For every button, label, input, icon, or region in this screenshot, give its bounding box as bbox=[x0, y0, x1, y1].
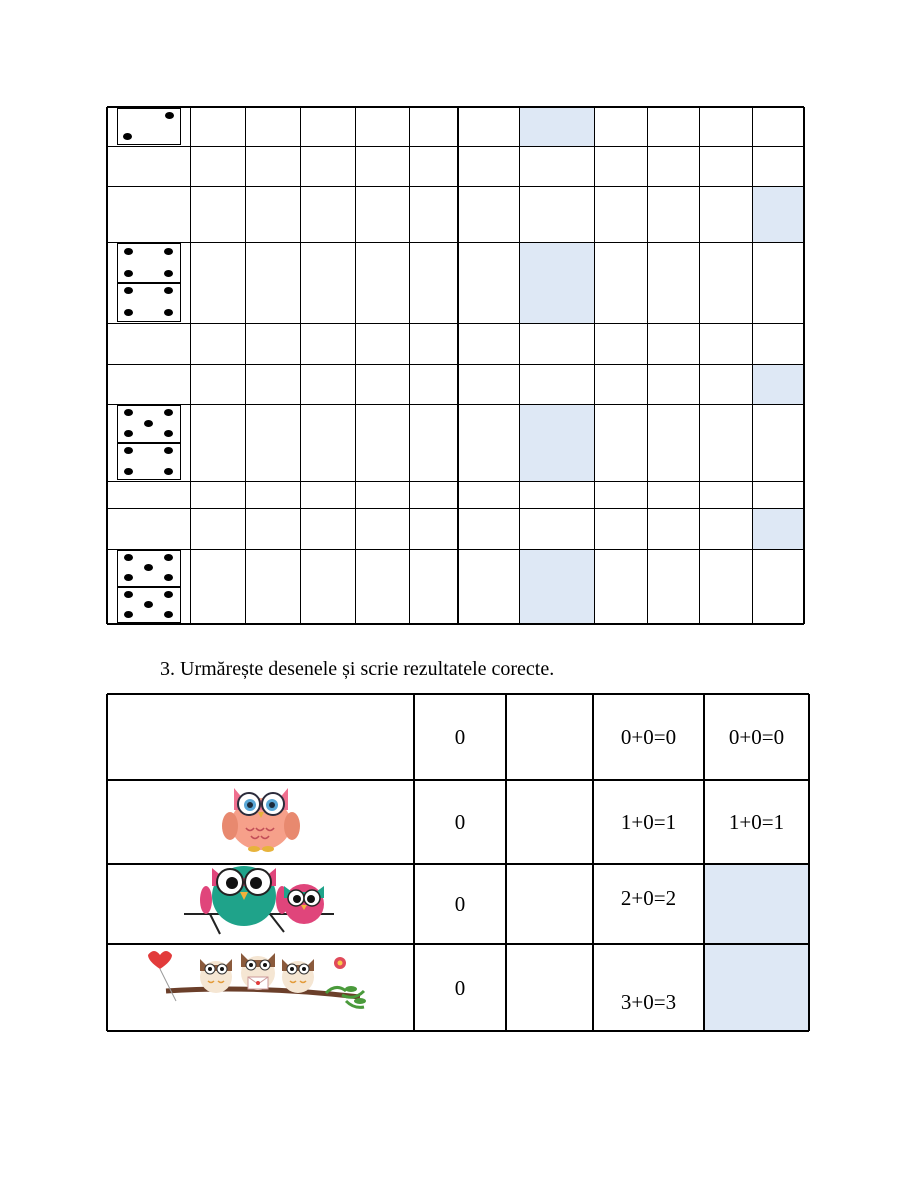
count-cell: 0 bbox=[454, 975, 466, 1000]
equation-cell: 3+0=3 bbox=[620, 989, 677, 1014]
grid-line bbox=[803, 107, 805, 624]
die-face-5 bbox=[117, 587, 181, 624]
answer-box[interactable] bbox=[752, 508, 804, 549]
die-pip bbox=[164, 309, 173, 316]
die-pip bbox=[164, 574, 173, 581]
die-pip bbox=[124, 468, 133, 475]
result-cell: 0+0=0 bbox=[728, 725, 785, 749]
die-pip bbox=[164, 468, 173, 475]
grid-line bbox=[699, 107, 700, 624]
count-cell: 0 bbox=[454, 725, 466, 749]
die-face-5 bbox=[117, 550, 181, 587]
answer-highlight bbox=[519, 404, 594, 481]
answer-box[interactable] bbox=[752, 186, 804, 242]
grid-line bbox=[106, 107, 108, 624]
grid-line bbox=[594, 107, 595, 624]
count-cell: 0 bbox=[454, 810, 466, 834]
die-pip bbox=[124, 430, 133, 437]
owl-illustration-one bbox=[218, 782, 304, 852]
die-face-5 bbox=[117, 405, 181, 443]
die-pip bbox=[164, 409, 173, 416]
die-pip bbox=[124, 554, 133, 561]
grid-line bbox=[752, 107, 753, 624]
owl-illustration-three bbox=[146, 945, 382, 1015]
answer-box[interactable] bbox=[704, 944, 809, 1031]
answer-highlight bbox=[519, 107, 594, 146]
die-face-4 bbox=[117, 443, 181, 481]
die-pip bbox=[164, 430, 173, 437]
equation-cell: 0+0=0 bbox=[620, 725, 677, 749]
grid-line bbox=[409, 107, 410, 624]
grid-line bbox=[519, 107, 520, 624]
die-pip bbox=[164, 447, 173, 454]
grid-line bbox=[355, 107, 356, 624]
die-pip bbox=[164, 554, 173, 561]
grid-line bbox=[647, 107, 648, 624]
die-pip bbox=[144, 601, 153, 608]
die-pip bbox=[124, 611, 133, 618]
exercise-instruction: 3. Urmărește desenele și scrie rezultatele corecte. bbox=[160, 658, 555, 680]
die-pip bbox=[164, 611, 173, 618]
grid-line bbox=[106, 694, 108, 1031]
grid-line bbox=[190, 107, 191, 624]
die-pip bbox=[123, 133, 132, 140]
die-pip bbox=[124, 591, 133, 598]
die-face-4 bbox=[117, 243, 181, 283]
die-pip bbox=[124, 574, 133, 581]
die-pip bbox=[164, 248, 173, 255]
die-pip bbox=[164, 591, 173, 598]
answer-highlight bbox=[519, 549, 594, 624]
die-pip bbox=[124, 447, 133, 454]
die-face-2 bbox=[117, 108, 181, 145]
die-pip bbox=[124, 309, 133, 316]
die-pip bbox=[144, 420, 153, 427]
die-pip bbox=[165, 112, 174, 119]
result-cell: 1+0=1 bbox=[728, 810, 785, 834]
grid-line bbox=[457, 107, 459, 624]
die-pip bbox=[124, 409, 133, 416]
answer-box[interactable] bbox=[704, 864, 809, 944]
die-pip bbox=[124, 270, 133, 277]
grid-line bbox=[300, 107, 301, 624]
equation-cell: 2+0=2 bbox=[620, 886, 677, 910]
owl-illustration-two bbox=[180, 864, 340, 940]
equation-cell: 1+0=1 bbox=[620, 810, 677, 834]
answer-box[interactable] bbox=[752, 364, 804, 404]
die-pip bbox=[164, 287, 173, 294]
die-face-4 bbox=[117, 283, 181, 323]
count-cell: 0 bbox=[454, 892, 466, 916]
answer-highlight bbox=[519, 242, 594, 323]
die-pip bbox=[164, 270, 173, 277]
die-pip bbox=[124, 287, 133, 294]
die-pip bbox=[144, 564, 153, 571]
grid-line bbox=[245, 107, 246, 624]
die-pip bbox=[124, 248, 133, 255]
